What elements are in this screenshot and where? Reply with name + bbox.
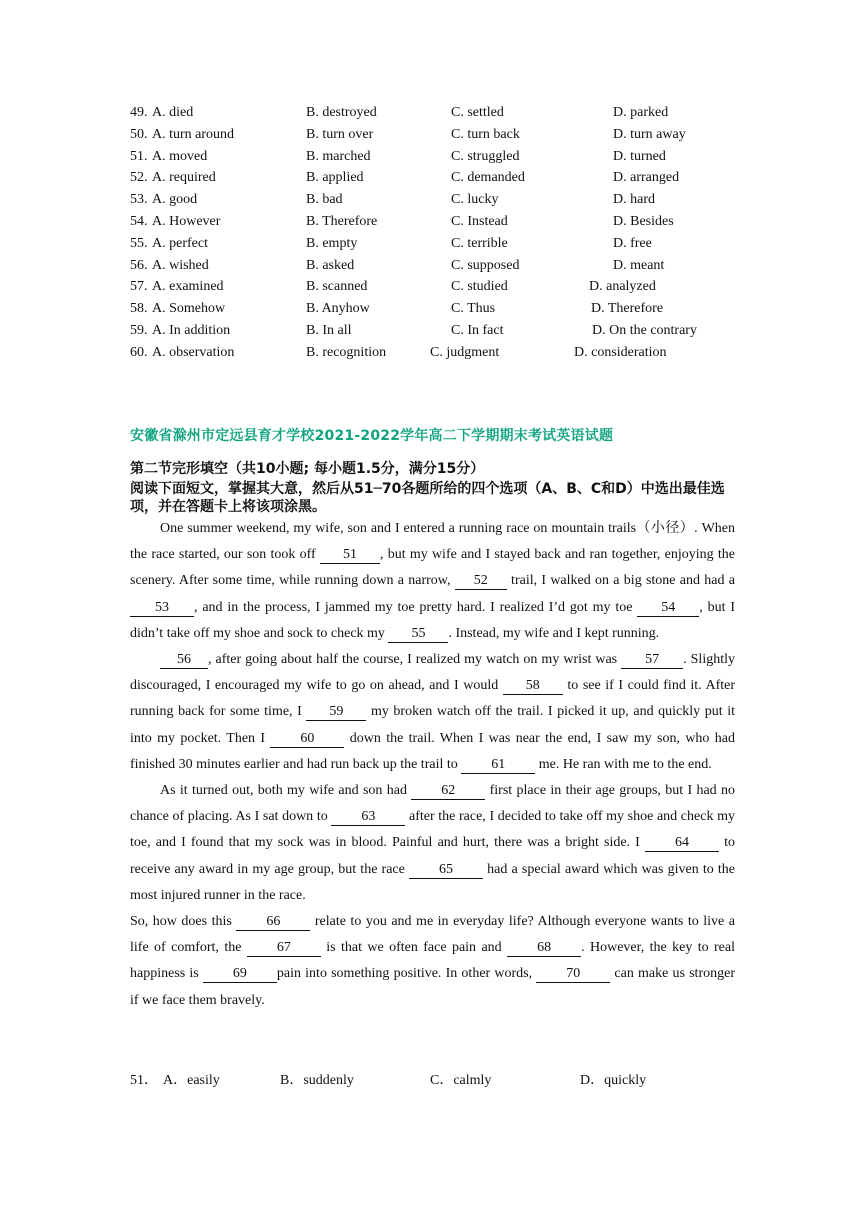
option-d: D. consideration: [574, 344, 667, 360]
question-number: 53.: [130, 192, 148, 208]
option-row: [0, 125, 860, 145]
option-row: [0, 256, 860, 276]
option-a: A. died: [152, 105, 194, 120]
option-c: C. In fact: [451, 323, 504, 338]
option-row: [0, 103, 860, 123]
option-d: D. hard: [613, 192, 655, 208]
option-a: A. However: [152, 214, 221, 229]
blank-62: 62: [411, 783, 485, 800]
option-a: A. moved: [152, 148, 208, 164]
blank-55: 55: [388, 626, 448, 643]
blank-58: 58: [503, 678, 563, 695]
option-a: A. examined: [152, 279, 224, 295]
option-row: [0, 147, 860, 167]
question-number: 51．: [130, 1073, 158, 1088]
option-a: A．easily: [163, 1073, 220, 1088]
option-c: C. Instead: [451, 214, 508, 229]
option-c: C. lucky: [451, 192, 499, 208]
question-number: 58.: [130, 301, 148, 317]
question-number: 55.: [130, 235, 148, 251]
blank-67: 67: [247, 940, 321, 957]
blank-70: 70: [536, 966, 610, 983]
question-number: 57.: [130, 279, 148, 295]
instructions: 阅读下面短文，掌握其大意，然后从51─70各题所给的四个选项（A、B、C和D）中选出最佳选项，并在答题卡上将该项涂黑。: [130, 481, 725, 515]
blank-53: 53: [130, 600, 194, 617]
option-a: A. required: [152, 170, 216, 186]
option-d: D. Therefore: [591, 301, 664, 317]
option-d: D. arranged: [613, 170, 680, 186]
option-a: A. Somehow: [152, 301, 226, 317]
option-row: [0, 277, 860, 297]
option-d: D. free: [613, 235, 652, 251]
option-d: D. Besides: [613, 214, 674, 229]
section-heading: 第二节完形填空（共10小题; 每小题1.5分，满分15分）: [130, 461, 485, 477]
option-c: C. studied: [451, 279, 508, 295]
option-b: B. marched: [306, 148, 371, 164]
option-b: B. asked: [306, 257, 355, 273]
blank-63: 63: [331, 809, 405, 826]
option-c: C. judgment: [430, 344, 500, 360]
option-a: A. good: [152, 192, 198, 208]
paragraph-2: 56 , after going about half the course, I realized my watch on my wrist was 57 . Slightly discouraged, I encouraged my wife to go on ahead, and I would 58 to see if I could find it. After running back for some time, I 59 my broken watch off the trail. I picked it up, and quickly put it into my pocket. Then I 60 down the trail. When I was near the end, I saw my son, who had finished 30 minutes earlier and had run back up the trail to 61 me. He ran with me to the end.: [130, 652, 736, 772]
blank-52: 52: [455, 573, 507, 590]
option-row: [0, 343, 860, 363]
option-c: C. supposed: [451, 257, 520, 273]
blank-65: 65: [409, 862, 483, 879]
option-row: [0, 234, 860, 254]
blank-57: 57: [621, 652, 683, 669]
option-row: [0, 212, 860, 232]
paragraph-3: As it turned out, both my wife and son had 62 first place in their age groups, but I had no chance of placing. As I sat down to 63 after the race, I decided to take off my shoe and check my toe, and I found that my sock was in blood. Painful and hurt, there was a bright side. I 64 to receive any award in my age group, but the race 65 had a special award which was given to the most injured runner in the race.: [130, 783, 736, 903]
option-row: [0, 190, 860, 210]
blank-59: 59: [306, 704, 366, 721]
option-d: D．quickly: [580, 1073, 647, 1088]
option-c: C. demanded: [451, 170, 525, 186]
option-c: C. struggled: [451, 148, 520, 164]
option-b: B．suddenly: [280, 1073, 354, 1088]
option-a: A. turn around: [152, 126, 235, 142]
option-b: B. applied: [306, 170, 364, 186]
question-number: 49.: [130, 105, 148, 120]
option-d: D. turned: [613, 148, 666, 164]
option-d: D. On the contrary: [592, 323, 697, 338]
option-d: D. turn away: [613, 126, 686, 142]
cloze-passage: [130, 516, 735, 1014]
option-b: B. Therefore: [306, 214, 378, 229]
option-b: B. turn over: [306, 126, 374, 142]
option-b: B. destroyed: [306, 105, 377, 120]
blank-64: 64: [645, 835, 719, 852]
blank-51: 51: [320, 547, 380, 564]
exam-title: 安徽省滁州市定远县育才学校2021-2022学年高二下学期期末考试英语试题: [130, 428, 614, 444]
blank-61: 61: [461, 757, 535, 774]
blank-60: 60: [270, 731, 344, 748]
option-b: B. empty: [306, 235, 358, 251]
option-a: A. observation: [152, 344, 235, 360]
option-b: B. In all: [306, 323, 352, 338]
blank-54: 54: [637, 600, 699, 617]
option-d: D. meant: [613, 257, 665, 273]
option-d: D. analyzed: [589, 279, 656, 295]
option-c: C．calmly: [430, 1073, 492, 1088]
option-d: D. parked: [613, 105, 669, 120]
option-c: C. Thus: [451, 301, 496, 317]
question-number: 52.: [130, 170, 148, 186]
option-c: C. turn back: [451, 126, 520, 142]
paragraph-1: One summer weekend, my wife, son and I entered a running race on mountain trails（小径）. When the race started, our son took off 51 , but my wife and I stayed back and ran together, enjoying the scenery. After some time, while running down a narrow, 52 trail, I walked on a big stone and had a 53 , and in the process, I jammed my toe pretty hard. I realized I’d got my toe 54 , but I didn’t take off my shoe and sock to check my 55 . Instead, my wife and I kept running.: [130, 521, 736, 641]
option-a: A. wished: [152, 257, 209, 273]
option-c: C. terrible: [451, 235, 508, 251]
option-row: [0, 321, 860, 341]
option-a: A. perfect: [152, 235, 208, 251]
blank-68: 68: [507, 940, 581, 957]
blank-56: 56: [160, 652, 208, 669]
option-b: B. recognition: [306, 344, 387, 360]
blank-69: 69: [203, 966, 277, 983]
question-number: 51.: [130, 148, 148, 164]
paragraph-4: So, how does this 66 relate to you and me in everyday life? Although everyone wants to live a life of comfort, the 67 is that we often face pain and 68 . However, the key to real happiness is 69 pain into something positive. In other words, 70 can make us stronger if we face them bravely.: [130, 914, 736, 1008]
option-b: B. Anyhow: [306, 301, 370, 317]
option-c: C. settled: [451, 105, 504, 120]
question-number: 59.: [130, 323, 148, 338]
blank-66: 66: [236, 914, 310, 931]
question-number: 56.: [130, 257, 148, 273]
option-b: B. scanned: [306, 279, 368, 295]
option-row: [0, 168, 860, 188]
option-b: B. bad: [306, 192, 343, 208]
question-number: 60.: [130, 344, 148, 360]
option-row: [0, 299, 860, 319]
question-number: 54.: [130, 214, 148, 229]
option-a: A. In addition: [152, 323, 231, 338]
question-number: 50.: [130, 126, 148, 142]
